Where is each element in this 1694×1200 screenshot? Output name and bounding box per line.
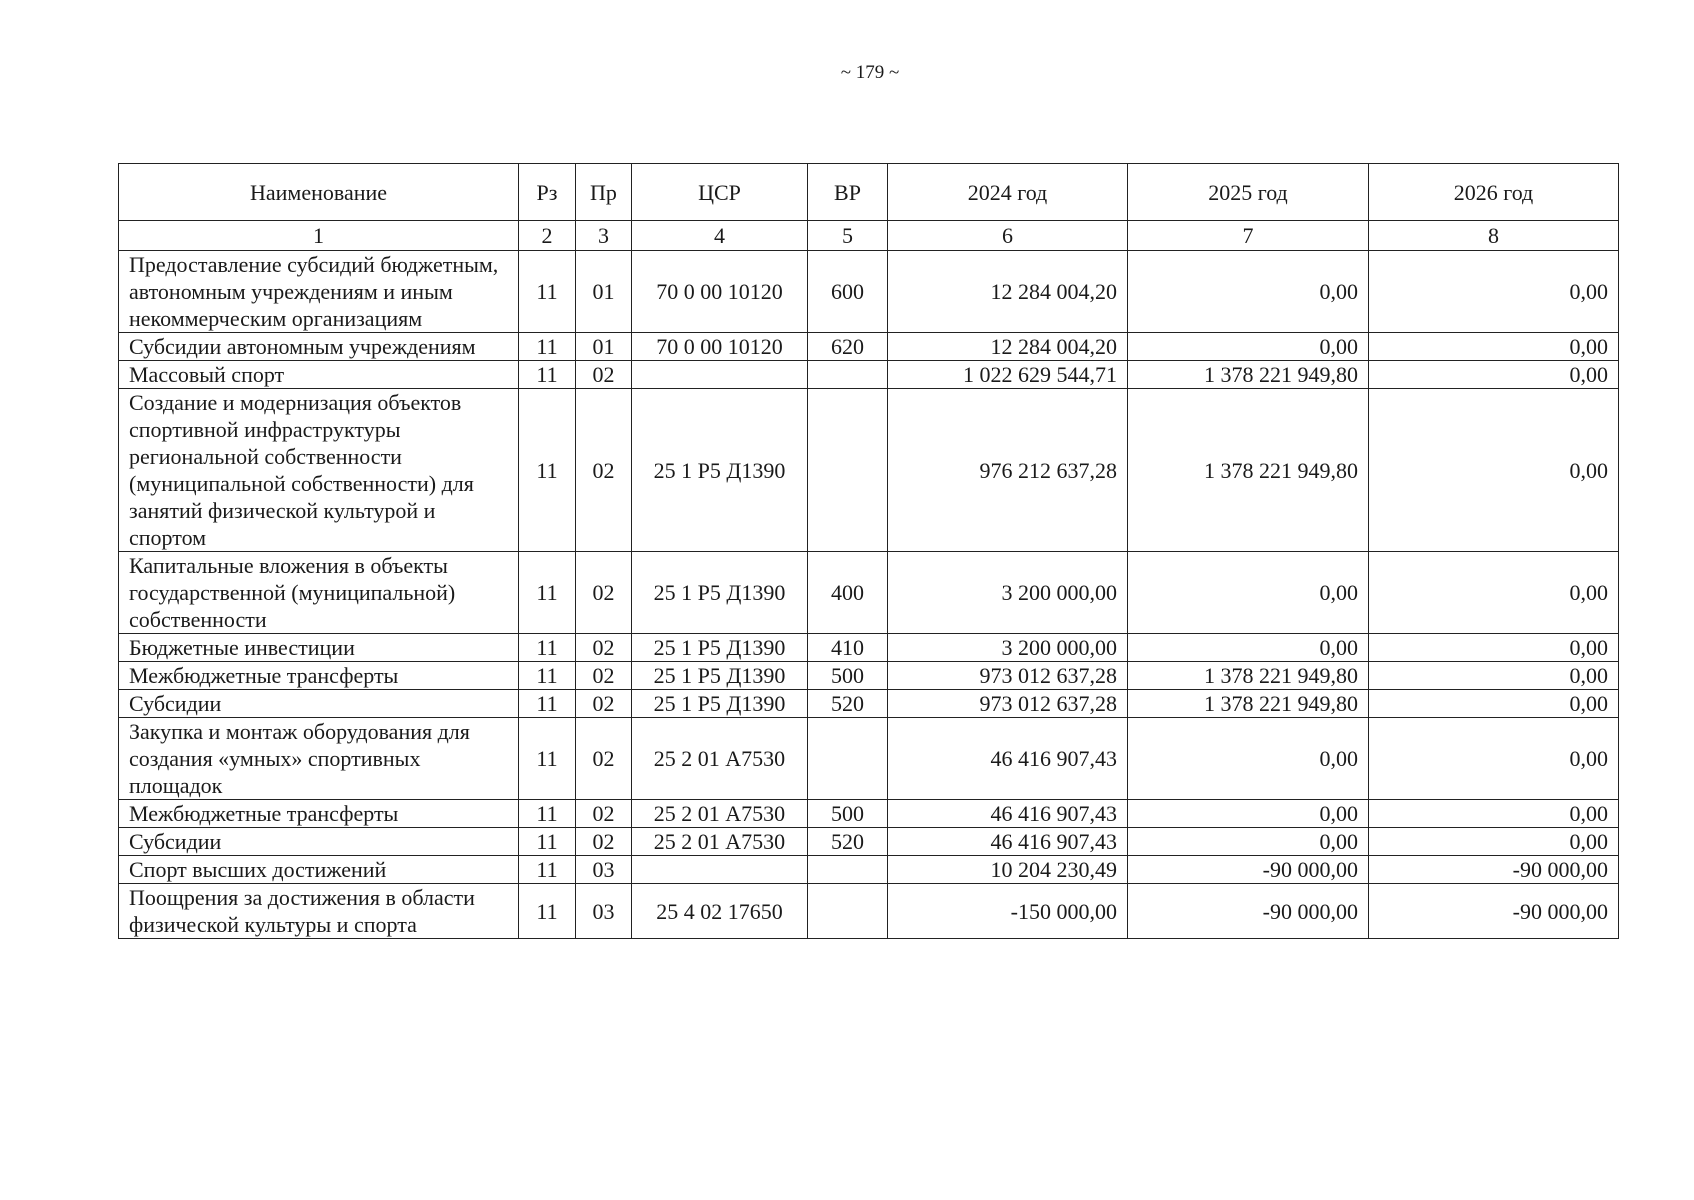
row-pr: 02	[576, 389, 632, 552]
row-2024: 973 012 637,28	[888, 690, 1128, 718]
row-csr: 70 0 00 10120	[632, 333, 808, 361]
table-row	[119, 718, 1619, 800]
row-csr: 25 2 01 А7530	[632, 718, 808, 800]
row-csr	[632, 856, 808, 884]
row-2025: 1 378 221 949,80	[1128, 662, 1369, 690]
table-row	[119, 828, 1619, 856]
row-rz: 11	[519, 856, 576, 884]
row-rz: 11	[519, 828, 576, 856]
row-csr: 25 1 Р5 Д1390	[632, 662, 808, 690]
row-pr: 02	[576, 552, 632, 634]
row-2025: 1 378 221 949,80	[1128, 690, 1369, 718]
table-row	[119, 690, 1619, 718]
row-2024: 1 022 629 544,71	[888, 361, 1128, 389]
row-2024: 46 416 907,43	[888, 718, 1128, 800]
row-2026: -90 000,00	[1369, 856, 1619, 884]
table-row	[119, 634, 1619, 662]
row-csr: 70 0 00 10120	[632, 251, 808, 333]
row-rz: 11	[519, 800, 576, 828]
row-rz: 11	[519, 662, 576, 690]
header-2024: 2024 год	[888, 164, 1128, 221]
column-number: 3	[576, 221, 632, 251]
row-name: Предоставление субсидий бюджетным, автономным учреждениям и иным некоммерческим организациям	[119, 251, 519, 333]
header-vr: ВР	[808, 164, 888, 221]
row-rz: 11	[519, 251, 576, 333]
row-2024: 3 200 000,00	[888, 552, 1128, 634]
column-number: 6	[888, 221, 1128, 251]
row-vr	[808, 884, 888, 939]
row-pr: 02	[576, 690, 632, 718]
row-rz: 11	[519, 718, 576, 800]
row-2025: 0,00	[1128, 251, 1369, 333]
row-name: Межбюджетные трансферты	[119, 800, 519, 828]
row-pr: 02	[576, 662, 632, 690]
row-2025: 0,00	[1128, 634, 1369, 662]
row-csr: 25 2 01 А7530	[632, 828, 808, 856]
row-rz: 11	[519, 634, 576, 662]
table-row	[119, 333, 1619, 361]
row-rz: 11	[519, 333, 576, 361]
column-number: 2	[519, 221, 576, 251]
row-vr: 410	[808, 634, 888, 662]
row-2026: 0,00	[1369, 690, 1619, 718]
row-rz: 11	[519, 690, 576, 718]
column-number-row	[119, 221, 1619, 251]
table-body	[119, 251, 1619, 939]
row-name: Межбюджетные трансферты	[119, 662, 519, 690]
row-pr: 03	[576, 856, 632, 884]
row-pr: 02	[576, 718, 632, 800]
row-2024: 12 284 004,20	[888, 251, 1128, 333]
row-name: Спорт высших достижений	[119, 856, 519, 884]
row-pr: 03	[576, 884, 632, 939]
row-rz: 11	[519, 389, 576, 552]
row-vr: 520	[808, 690, 888, 718]
column-number: 7	[1128, 221, 1369, 251]
row-2024: 10 204 230,49	[888, 856, 1128, 884]
table-row	[119, 856, 1619, 884]
row-2024: 976 212 637,28	[888, 389, 1128, 552]
table-row	[119, 884, 1619, 939]
header-csr: ЦСР	[632, 164, 808, 221]
row-2025: 1 378 221 949,80	[1128, 389, 1369, 552]
header-2025: 2025 год	[1128, 164, 1369, 221]
row-2024: 46 416 907,43	[888, 828, 1128, 856]
row-vr: 500	[808, 662, 888, 690]
row-name: Капитальные вложения в объекты государственной (муниципальной) собственности	[119, 552, 519, 634]
row-vr: 620	[808, 333, 888, 361]
row-name: Бюджетные инвестиции	[119, 634, 519, 662]
row-pr: 02	[576, 828, 632, 856]
row-pr: 02	[576, 634, 632, 662]
row-2025: 0,00	[1128, 552, 1369, 634]
row-rz: 11	[519, 552, 576, 634]
row-name: Субсидии	[119, 828, 519, 856]
row-2025: -90 000,00	[1128, 856, 1369, 884]
row-name: Закупка и монтаж оборудования для создания «умных» спортивных площадок	[119, 718, 519, 800]
column-number: 4	[632, 221, 808, 251]
row-name: Поощрения за достижения в области физической культуры и спорта	[119, 884, 519, 939]
row-csr: 25 1 Р5 Д1390	[632, 552, 808, 634]
row-csr	[632, 361, 808, 389]
row-rz: 11	[519, 361, 576, 389]
row-vr: 400	[808, 552, 888, 634]
row-vr	[808, 718, 888, 800]
header-pr: Пр	[576, 164, 632, 221]
row-2025: 0,00	[1128, 333, 1369, 361]
row-2026: 0,00	[1369, 718, 1619, 800]
row-vr	[808, 361, 888, 389]
row-2025: 0,00	[1128, 800, 1369, 828]
row-2024: -150 000,00	[888, 884, 1128, 939]
row-2026: 0,00	[1369, 251, 1619, 333]
row-2026: 0,00	[1369, 800, 1619, 828]
row-name: Массовый спорт	[119, 361, 519, 389]
row-2026: 0,00	[1369, 552, 1619, 634]
row-2024: 46 416 907,43	[888, 800, 1128, 828]
row-2024: 973 012 637,28	[888, 662, 1128, 690]
column-number: 1	[119, 221, 519, 251]
row-2025: 0,00	[1128, 718, 1369, 800]
row-vr: 600	[808, 251, 888, 333]
row-name: Создание и модернизация объектов спортивной инфраструктуры региональной собственности (муниципальной собственности) для занятий физической культурой и спортом	[119, 389, 519, 552]
table-row	[119, 662, 1619, 690]
row-csr: 25 4 02 17650	[632, 884, 808, 939]
page-number: ~ 179 ~	[840, 62, 900, 83]
column-number: 5	[808, 221, 888, 251]
header-row	[119, 164, 1619, 221]
table-row	[119, 251, 1619, 333]
row-2026: 0,00	[1369, 662, 1619, 690]
row-2025: -90 000,00	[1128, 884, 1369, 939]
column-number: 8	[1369, 221, 1619, 251]
row-2026: -90 000,00	[1369, 884, 1619, 939]
row-2025: 1 378 221 949,80	[1128, 361, 1369, 389]
row-name: Субсидии	[119, 690, 519, 718]
row-csr: 25 1 Р5 Д1390	[632, 634, 808, 662]
row-pr: 01	[576, 251, 632, 333]
row-pr: 01	[576, 333, 632, 361]
row-2026: 0,00	[1369, 634, 1619, 662]
row-vr: 520	[808, 828, 888, 856]
table-header	[119, 164, 1619, 251]
row-2024: 12 284 004,20	[888, 333, 1128, 361]
table-row	[119, 800, 1619, 828]
table-row	[119, 361, 1619, 389]
table-row	[119, 389, 1619, 552]
row-2026: 0,00	[1369, 333, 1619, 361]
row-name: Субсидии автономным учреждениям	[119, 333, 519, 361]
header-name: Наименование	[119, 164, 519, 221]
header-rz: Рз	[519, 164, 576, 221]
row-2026: 0,00	[1369, 828, 1619, 856]
row-vr: 500	[808, 800, 888, 828]
row-rz: 11	[519, 884, 576, 939]
budget-table	[118, 163, 1619, 939]
row-pr: 02	[576, 800, 632, 828]
row-csr: 25 2 01 А7530	[632, 800, 808, 828]
row-2024: 3 200 000,00	[888, 634, 1128, 662]
table-row	[119, 552, 1619, 634]
row-2025: 0,00	[1128, 828, 1369, 856]
row-2026: 0,00	[1369, 361, 1619, 389]
row-pr: 02	[576, 361, 632, 389]
row-csr: 25 1 Р5 Д1390	[632, 690, 808, 718]
row-vr	[808, 389, 888, 552]
header-2026: 2026 год	[1369, 164, 1619, 221]
row-2026: 0,00	[1369, 389, 1619, 552]
row-csr: 25 1 Р5 Д1390	[632, 389, 808, 552]
row-vr	[808, 856, 888, 884]
